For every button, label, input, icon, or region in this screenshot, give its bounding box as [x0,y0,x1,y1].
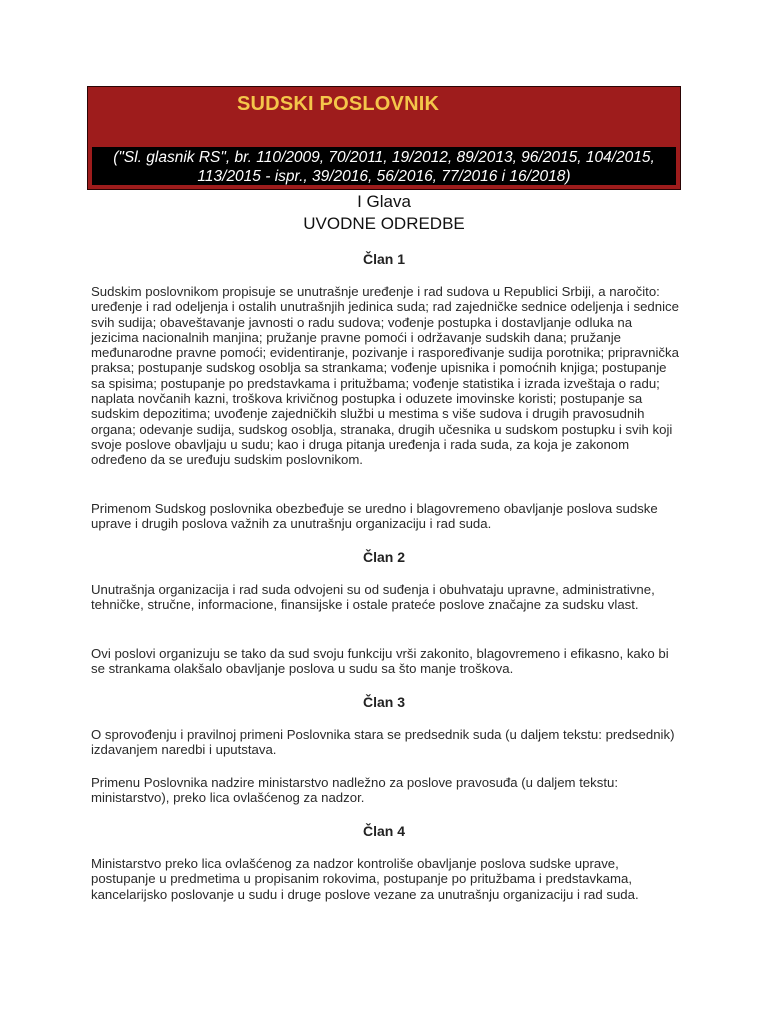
article-heading: Član 4 [362,823,405,839]
document-header [87,86,681,190]
document-title: SUDSKI POSLOVNIK [237,93,440,115]
article-heading: Član 2 [362,549,405,565]
chapter-title: UVODNE ODREDBE [303,214,465,233]
chapter-number: I Glava [357,192,411,211]
article-paragraph: Unutrašnja organizacija i rad suda odvojeni su od suđenja i obuhvataju upravne, administrativne, tehničke, stručne, informacione, finansijske i ostale prateće poslove značajne za sudsku vlast. [91,582,655,613]
article-heading: Član 1 [362,251,405,267]
article-paragraph: Primenom Sudskog poslovnika obezbeđuje se uredno i blagovremeno obavljanje poslova sudske uprave i drugih poslova važnih za unutrašnju organizaciju i rad suda. [91,501,658,532]
article-paragraph: O sprovođenju i pravilnoj primeni Poslovnika stara se predsednik suda (u daljem tekstu: predsednik) izdavanjem naredbi i uputstava. [91,727,675,758]
article-paragraph: Sudskim poslovnikom propisuje se unutrašnje uređenje i rad sudova u Republici Srbiji, a naročito: uređenje i rad odeljenja i ostalih unutrašnjih jedinica suda; rad zajedničke sednice odeljenja i sednice svih sudija; obaveštavanje javnosti o radu sudova; vođenje postupka i dostavljanje odluka na jezicima nacionalnih manjina; pružanje pravne pomoći i održavanje sudskih dana; pružanje međunarodne pravne pomoći; evidentiranje, pozivanje i raspoređivanje sudija porotnika; pripravnička praksa; postupanje sudskog osoblja sa strankama; vođenje upisnika i pomoćnih knjiga; postupanje sa spisima; postupanje po predstavkama i pritužbama; vođenje statistika i izrada izveštaja o radu; naplata novčanih kazni, troškova krivičnog postupka i oduzete imovinske koristi; postupanje sa sudskim depozitima; uvođenje zajedničkih službi u mestima s više sudova i drugih pravosudnih organa; odevanje sudija, sudskog osoblja, stranaka, drugih učesnika u sudskom postupku i svih koji svoje poslove obavljaju u sudu; kao i druga pitanja uređenja i rada suda, za koja je zakonom određeno da se uređuju sudskim poslovnikom. [91,284,679,468]
article-heading: Član 3 [362,694,405,710]
gazette-reference: ("Sl. glasnik RS", br. 110/2009, 70/2011, 19/2012, 89/2013, 96/2015, 104/2015, 113/2015 - ispr., 39/2016, 56/2016, 77/2016 i 16/2018) [92,147,676,185]
article-paragraph: Primenu Poslovnika nadzire ministarstvo nadležno za poslove pravosuđa (u daljem tekstu: ministarstvo), preko lica ovlašćenog za nadzor. [91,775,619,806]
article-paragraph: Ovi poslovi organizuju se tako da sud svoju funkciju vrši zakonito, blagovremeno i efikasno, kako bi se strankama olakšalo obavljanje poslova u sudu sa što manje troškova. [91,646,669,677]
article-paragraph: Ministarstvo preko lica ovlašćenog za nadzor kontroliše obavljanje poslova sudske uprave, postupanje u predmetima u propisanim rokovima, postupanje po pritužbama i predstavkama, kancelarijsko poslovanje u sudu i druge poslove vezane za unutrašnju organizaciju i rad suda. [91,856,639,902]
